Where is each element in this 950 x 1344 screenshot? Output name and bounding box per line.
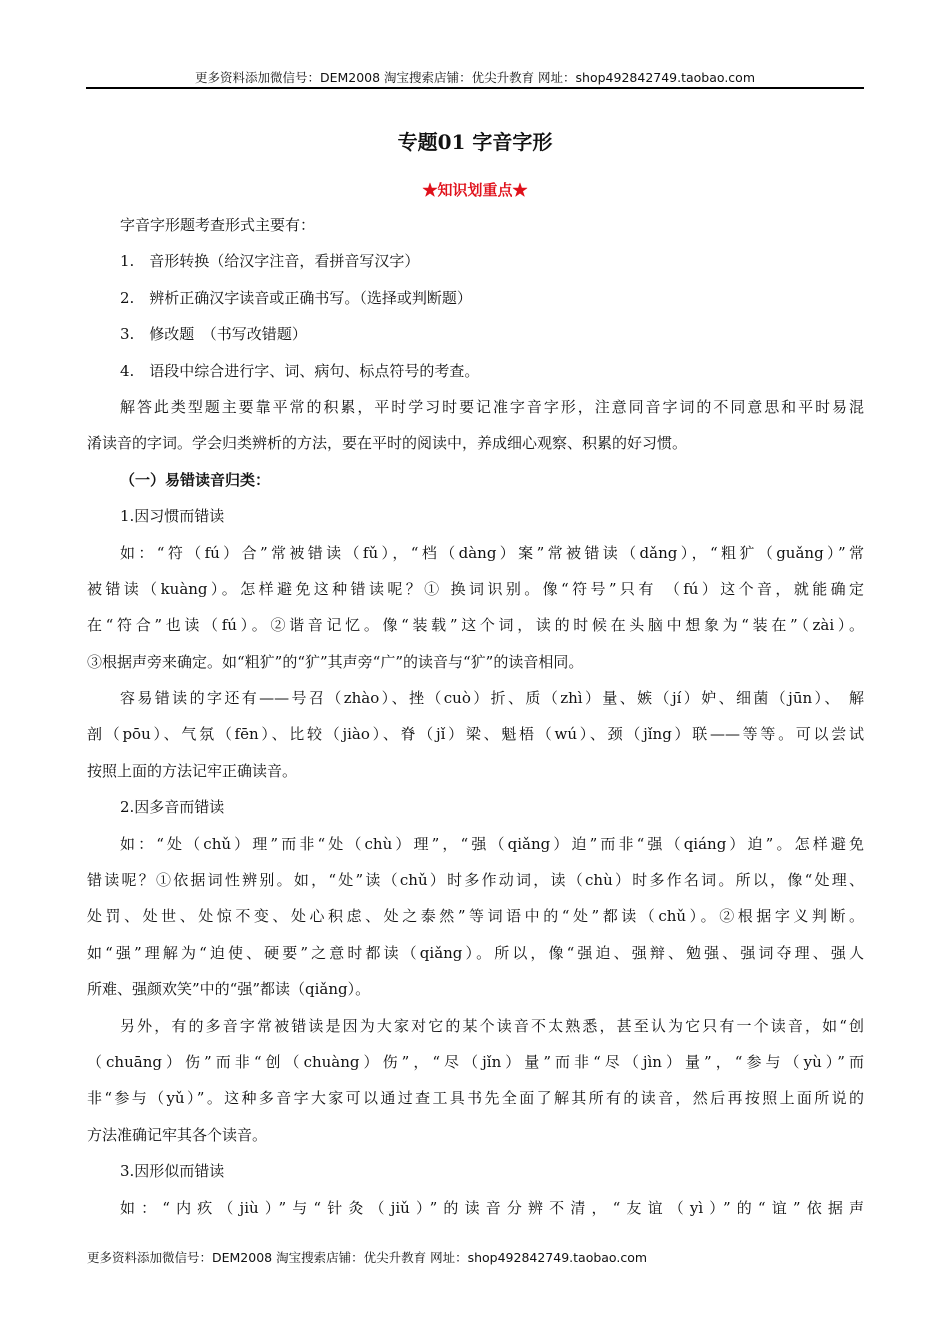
text-line: 2.因多音而错读 <box>120 798 225 817</box>
text-line: 3.因形似而错读 <box>120 1162 225 1181</box>
text-line: 2. 辨析正确汉字读音或正确书写。（选择或判断题） <box>120 288 472 307</box>
text-line: 处罚、处世、处惊不变、处心积虑、处之泰然”等词语中的“处”都读（chǔ）。②根据字义判断。 <box>87 907 864 926</box>
text-line: （chuāng）伤”而非“创（chuàng）伤”，“尽（jǐn）量”而非“尽（jìn）量”，“参与（yù）”而 <box>87 1052 864 1071</box>
text-line: 剖（pōu）、气氛（fēn）、比较（jiào）、脊（jǐ）梁、魁梧（wú）、颈（jǐng）联——等等。可以尝试 <box>87 725 864 744</box>
text-line: 如“强”理解为“迫使、硬要”之意时都读（qiǎng）。所以，像“强迫、强辩、勉强、强词夺理、强人 <box>87 943 864 962</box>
page-footer: 更多资料添加微信号：DEM2008 淘宝搜索店铺：优尖升教育 网址：shop492842749.taobao.com <box>87 1250 648 1265</box>
text-line: 另外，有的多音字常被错读是因为大家对它的某个读音不太熟悉，甚至认为它只有一个读音，如“创 <box>120 1016 864 1035</box>
text-line: 方法准确记牢其各个读音。 <box>87 1125 268 1144</box>
text-line: 被错读（kuàng）。怎样避免这种错读呢？① 换词识别。像“符号”只有 （fú）这个音，就能确定 <box>87 579 864 598</box>
text-line: 如：“处（chǔ）理”而非“处（chù）理”，“强（qiǎng）迫”而非“强（qiáng）迫”。怎样避免 <box>120 834 864 853</box>
text-line: 在“符合”也读（fú）。②谐音记忆。像“装载”这个词，读的时候在头脑中想象为“装在”（zài）。 <box>87 616 864 635</box>
text-line: 3. 修改题 （书写改错题） <box>120 325 307 344</box>
text-line: 按照上面的方法记牢正确读音。 <box>87 761 298 780</box>
text-line: （一）易错读音归类： <box>120 470 271 489</box>
text-line: 如：“内疚（jiù）”与“针灸（jiǔ）”的读音分辨不清，“友谊（yì）”的“谊”依据声 <box>120 1198 864 1217</box>
text-line: 解答此类型题主要靠平常的积累，平时学习时要记准字音字形，注意同音字词的不同意思和平时易混 <box>120 397 864 416</box>
page-header: 更多资料添加微信号：DEM2008 淘宝搜索店铺：优尖升教育 网址：shop492842749.taobao.com <box>194 70 756 85</box>
document-body <box>87 207 864 1226</box>
text-line: 1. 音形转换（给汉字注音，看拼音写汉字） <box>120 252 420 271</box>
text-line: ③根据声旁来确定。如“粗犷”的“犷”其声旁“广”的读音与“犷”的读音相同。 <box>87 652 584 671</box>
text-line: 1.因习惯而错读 <box>120 507 225 526</box>
text-line: 4. 语段中综合进行字、词、病句、标点符号的考查。 <box>120 361 480 380</box>
text-line: 所难、强颜欢笑”中的“强”都读（qiǎng）。 <box>87 980 371 999</box>
text-line: 非“参与（yǔ）”。这种多音字大家可以通过查工具书先全面了解其所有的读音，然后再按照上面所说的 <box>87 1089 864 1108</box>
section-subtitle: ★知识划重点★ <box>422 181 528 199</box>
text-line: 淆读音的字词。学会归类辨析的方法，要在平时的阅读中，养成细心观察、积累的好习惯。 <box>87 434 688 453</box>
page-title: 专题01 字音字形 <box>397 130 553 154</box>
text-line: 如：“符（fú）合”常被错读（fǔ），“档（dàng）案”常被错读（dǎng），“粗犷（guǎng）”常 <box>120 543 864 562</box>
text-line: 错读呢？①依据词性辨别。如，“处”读（chǔ）时多作动词，读（chù）时多作名词。所以，像“处理、 <box>87 871 864 890</box>
header-rule <box>86 87 864 89</box>
text-line: 字音字形题考查形式主要有： <box>120 216 316 234</box>
text-line: 容易错读的字还有——号召（zhào）、挫（cuò）折、质（zhì）量、嫉（jí）妒、细菌（jūn）、 解 <box>120 689 864 708</box>
